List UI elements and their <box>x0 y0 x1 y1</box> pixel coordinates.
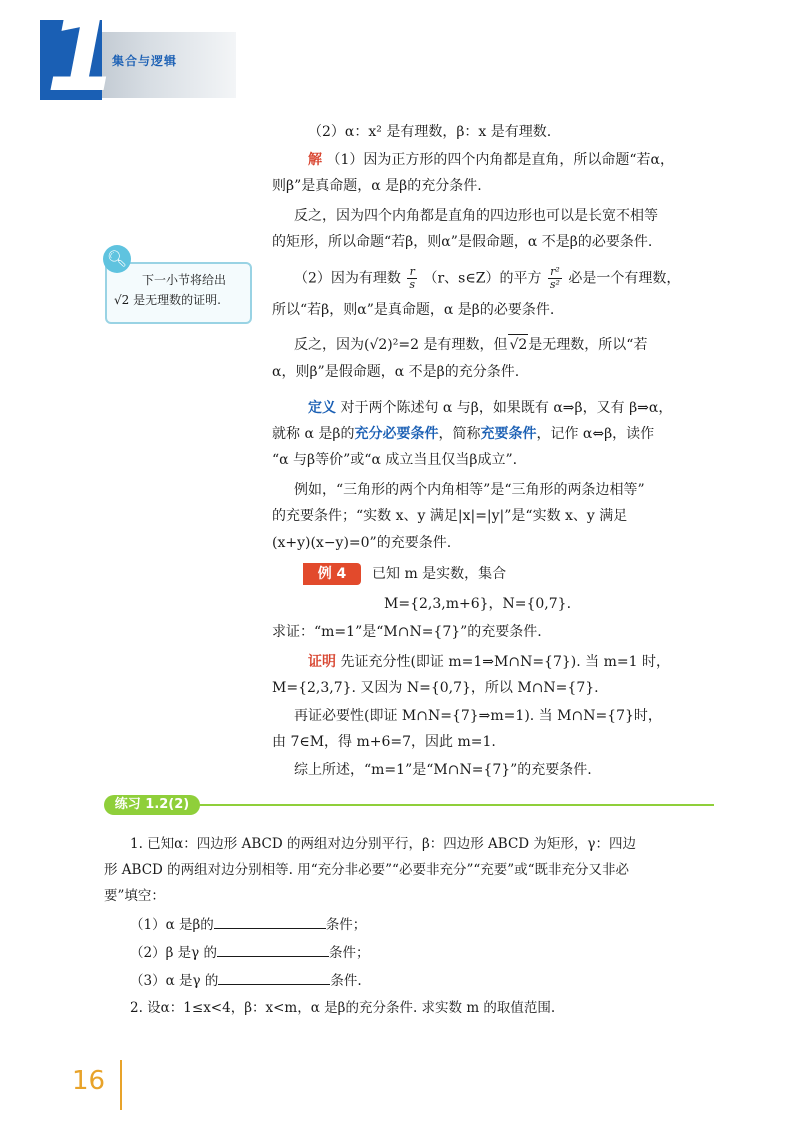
chapter-title: 集合与逻辑 <box>112 54 178 68</box>
side-note-line-2: √2 是无理数的证明. <box>114 293 221 307</box>
solution-line-7: 反之，因为(√2)²=2 是有理数，但 √2是无理数，所以“若 <box>294 334 647 355</box>
solution-line-8: α，则β”是假命题，α 不是β的充分条件. <box>272 364 520 380</box>
solution-line-6: 所以“若β，则α”是真命题，α 是β的必要条件. <box>272 302 555 318</box>
definition-label: 定义 <box>308 400 336 416</box>
side-note-line-1: 下一小节将给出 <box>142 273 227 287</box>
answer-blank-1[interactable] <box>214 914 326 929</box>
practice-q1-b: （2）β 是γ 的 条件； <box>130 942 370 963</box>
practice-q1-a: （1）α 是β的 条件； <box>130 914 366 935</box>
term-sufficient-necessary: 充分必要条件 <box>354 426 439 442</box>
practice-title: 练习 1.2(2) <box>104 795 200 815</box>
example4-sets: M={2,3,m+6}，N={0,7}. <box>384 596 572 612</box>
examples-line-1: 例如，“三角形的两个内角相等”是“三角形的两条边相等” <box>294 482 645 498</box>
example4-tag: 例 4 <box>303 563 361 585</box>
definition-line-1: 定义 对于两个陈述句 α 与β，如果既有 α⇒β，又有 β⇒α， <box>308 400 673 416</box>
magnifier-icon: 🔍︎ <box>103 245 131 273</box>
proof-label: 证明 <box>308 654 336 670</box>
solution-line-5: （2）因为有理数 $\frac{r}{s}$ （r、s∈Z）的平方 $\frac{\text{r²}}{\text{s²}}$ 必是一个有理数， <box>294 265 681 291</box>
practice-divider <box>196 804 714 806</box>
page-number: 16 <box>72 1066 106 1096</box>
practice-q2: 2. 设α：1≤x<4，β：x<m，α 是β的充分条件. 求实数 m 的取值范围. <box>130 1000 556 1016</box>
fraction-r2-over-s2: $\frac{\text{r²}}{\text{s²}}$ <box>549 265 560 291</box>
definition-line-2: 就称 α 是β的充分必要条件，简称充要条件，记作 α⇔β，读作 <box>272 426 655 442</box>
solution-label: 解 <box>308 152 322 168</box>
proof-line-5: 综上所述，“m=1”是“M∩N={7}”的充要条件. <box>294 762 592 778</box>
proof-line-1: 证明 先证充分性(即证 m=1⇒M∩N={7}). 当 m=1 时， <box>308 654 670 670</box>
practice-q1-line-3: 要”填空： <box>104 888 165 904</box>
answer-blank-2[interactable] <box>217 942 329 957</box>
definition-line-3: “α 与β等价”或“α 成立当且仅当β成立”. <box>272 452 518 468</box>
proof-line-4: 由 7∈M，得 m+6=7，因此 m=1. <box>272 734 496 750</box>
examples-line-2: 的充要条件；“实数 x、y 满足|x|=|y|”是“实数 x、y 满足 <box>272 508 628 524</box>
footer-divider <box>120 1060 122 1110</box>
solution-line-1: 解 （1）因为正方形的四个内角都是直角，所以命题“若α， <box>308 152 674 168</box>
practice-q1-line-1: 1. 已知α：四边形 ABCD 的两组对边分别平行，β：四边形 ABCD 为矩形，γ：四边 <box>130 836 636 852</box>
chapter-number: 1 <box>46 0 119 115</box>
examples-line-3: (x+y)(x−y)=0”的充要条件. <box>272 535 452 551</box>
proof-line-2: M={2,3,7}. 又因为 N={0,7}，所以 M∩N={7}. <box>272 680 599 696</box>
solution-line-2: 则β”是真命题，α 是β的充分条件. <box>272 178 482 194</box>
fraction-r-over-s: $\frac{r}{s}$ <box>409 265 416 291</box>
term-iff: 充要条件 <box>480 426 537 442</box>
example4-prove: 求证：“m=1”是“M∩N={7}”的充要条件. <box>272 624 542 640</box>
practice-q1-c: （3）α 是γ 的 条件. <box>130 970 362 991</box>
solution-line-3: 反之，因为四个内角都是直角的四边形也可以是长宽不相等 <box>294 208 658 224</box>
practice-q1-line-2: 形 ABCD 的两组对边分别相等. 用“充分非必要”“必要非充分”“充要”或“既非充分又非必 <box>104 862 630 878</box>
solution-line-4: 的矩形，所以命题“若β，则α”是假命题，α 不是β的必要条件. <box>272 234 653 250</box>
answer-blank-3[interactable] <box>218 970 330 985</box>
example4-line-1: 已知 m 是实数，集合 <box>372 566 507 582</box>
example3-part2: （2）α：x² 是有理数，β：x 是有理数. <box>308 124 552 140</box>
proof-line-3: 再证必要性(即证 M∩N={7}⇒m=1). 当 M∩N={7}时， <box>294 708 662 724</box>
